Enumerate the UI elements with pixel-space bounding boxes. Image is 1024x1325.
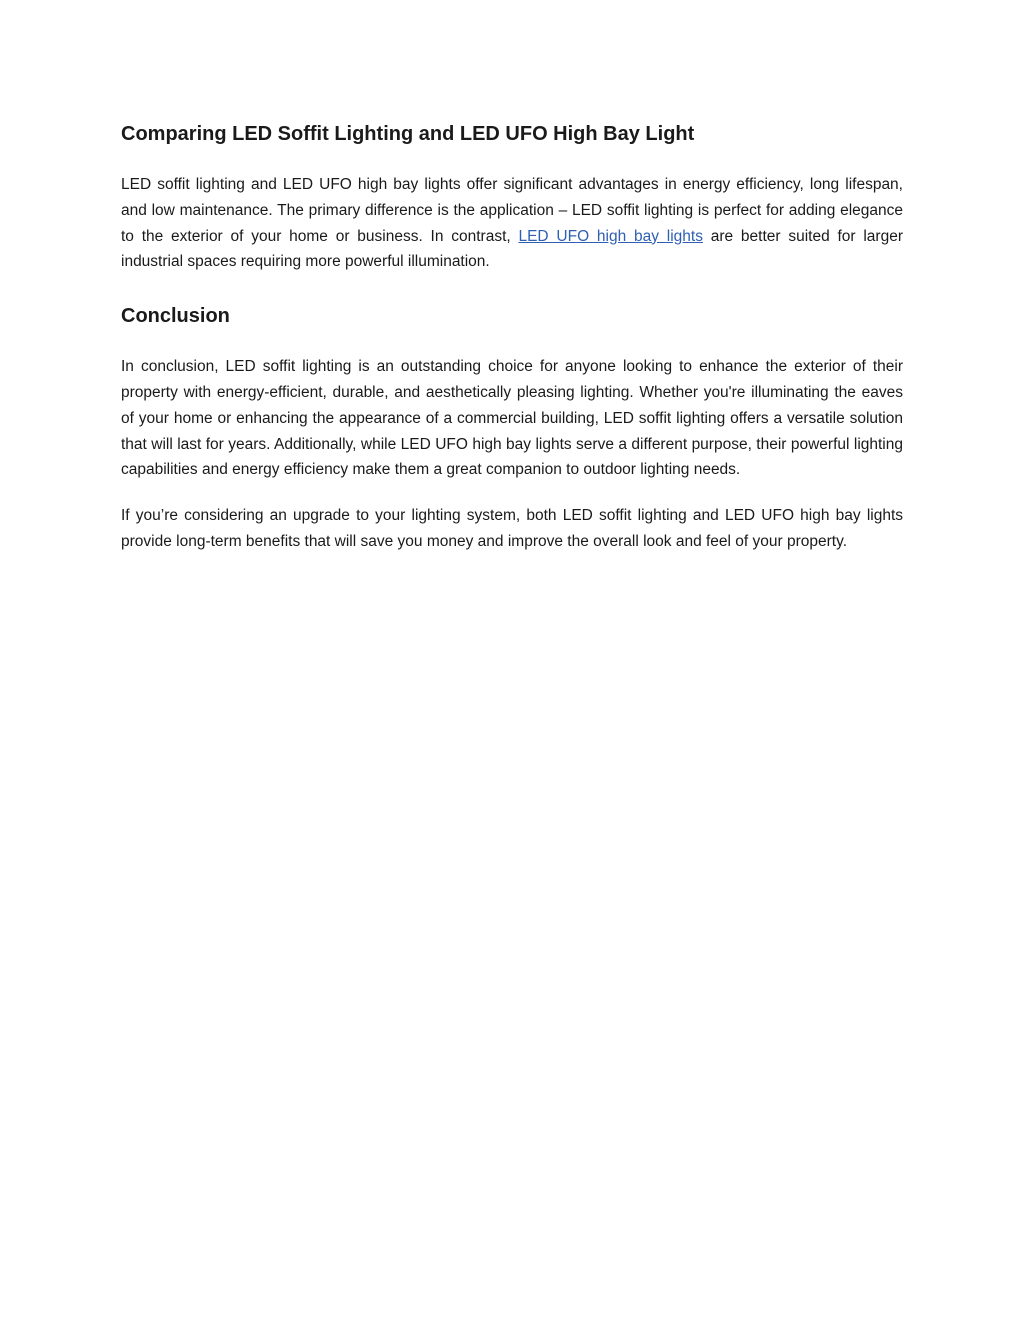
- document-page: [121, 118, 903, 575]
- conclusion-paragraph: In conclusion, LED soffit lighting is an outstanding choice for anyone looking to enhance the exterior of their property with energy-efficient, durable, and aesthetically pleasing lighting. Whether you're illuminating the eaves of your home or enhancing the appearance of a commercial building, LED soffit lighting offers a versatile solution that will last for years. Additionally, while LED UFO high bay lights serve a different purpose, their powerful lighting capabilities and energy efficiency make them a great companion to outdoor lighting needs.: [121, 358, 903, 479]
- section-heading-comparing: Comparing LED Soffit Lighting and LED UFO High Bay Light: [121, 123, 695, 145]
- led-ufo-high-bay-lights-link[interactable]: LED UFO high bay lights: [518, 227, 703, 245]
- comparison-text-after-link: are better suited for larger industrial spaces requiring more powerful illumination.: [121, 227, 903, 271]
- comparison-paragraph: [121, 172, 903, 275]
- upgrade-paragraph: If you’re considering an upgrade to your lighting system, both LED soffit lighting and LED UFO high bay lights provide long-term benefits that will save you money and improve the overall look and feel of your property.: [121, 507, 903, 550]
- section-heading-conclusion: Conclusion: [121, 305, 230, 328]
- comparison-text-before-link: LED soffit lighting and LED UFO high bay lights offer significant advantages in energy efficiency, long lifespan, and low maintenance. The primary difference is the application – LED soffit lighting is perfect for adding elegance to the exterior of your home or business. In contrast,: [121, 176, 903, 245]
